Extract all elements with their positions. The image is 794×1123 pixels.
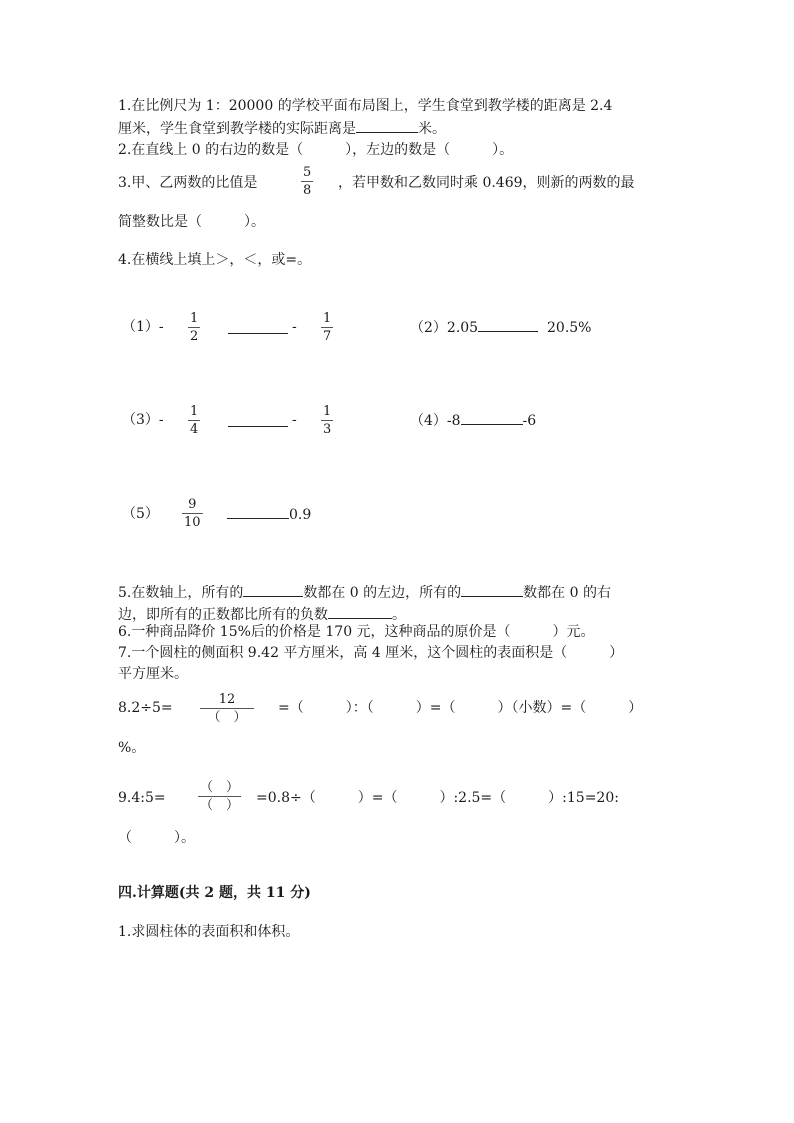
- q5-text-d: 边，即所有的正数都比所有的负数: [118, 607, 328, 623]
- q8-fraction: [200, 692, 254, 725]
- q4-p5-frac: [182, 497, 203, 530]
- q9-fraction: [198, 780, 241, 813]
- q3-fraction: [301, 165, 313, 198]
- q4-p5-answer: [227, 504, 311, 525]
- q9-rest: =0.8÷（ ）=（ ）:2.5=（ ）:15=20:: [256, 790, 619, 806]
- q4-p3-b-num: 1: [323, 404, 332, 419]
- q4-p3-b-bar: [321, 420, 333, 421]
- q1-line2-text: 厘米，学生食堂到教学楼的实际距离是: [118, 121, 356, 137]
- q8-frac-bar: [200, 708, 254, 709]
- q8-line2: %。: [118, 740, 146, 756]
- q6-text: 6.一种商品降价 15%后的价格是 170 元，这种商品的原价是（ ）元。: [118, 624, 595, 640]
- q4-p5-blank[interactable]: [227, 504, 289, 519]
- q4-p1-label: （1）-: [122, 319, 164, 335]
- q4-p1-a-num: 1: [190, 311, 199, 326]
- q2-text: 2.在直线上 0 的右边的数是（ ），左边的数是（ ）。: [118, 142, 514, 158]
- q4-p3-frac-b: [321, 404, 333, 437]
- q5-text-b: 数都在 0 的左边，所有的: [303, 585, 462, 601]
- q5-blank-2[interactable]: [461, 582, 523, 597]
- q3-suffix: ，若甲数和乙数同时乘 0.469，则新的两数的最: [338, 175, 635, 191]
- q4-p5-bar: [182, 513, 203, 514]
- q3-frac-num: 5: [303, 165, 312, 180]
- q4-p1-frac-b: [321, 311, 333, 344]
- q5-text-c: 数都在 0 的右: [523, 585, 611, 601]
- q3-frac-den: 8: [303, 183, 312, 198]
- q5-line1: [118, 582, 611, 603]
- q4-p1-a-den: 2: [190, 329, 199, 344]
- q5-text-e: 。: [392, 607, 406, 623]
- section-4-title: 四.计算题(共 2 题，共 11 分): [118, 885, 311, 901]
- q4-p4-label: （4）-8: [410, 413, 461, 429]
- q1-answer-blank[interactable]: [356, 118, 418, 133]
- q1-line1: 1.在比例尺为 1：20000 的学校平面布局图上，学生食堂到教学楼的距离是 2.4: [118, 98, 613, 114]
- q5-blank-3[interactable]: [328, 604, 392, 619]
- q9-prefix: 9.4:5=: [118, 790, 166, 806]
- q4-p3-a-bar: [188, 420, 200, 421]
- q5-text-a: 5.在数轴上，所有的: [118, 585, 244, 601]
- q4-p1-mid: -: [292, 319, 297, 335]
- q3-frac-bar: [301, 181, 313, 182]
- q8-frac-den: （ ）: [207, 710, 247, 725]
- q4-p5-num: 9: [188, 497, 197, 512]
- q4-p2: [410, 317, 591, 338]
- q4-p2-label: （2）2.05: [410, 320, 479, 336]
- q3-prefix: 3.甲、乙两数的比值是: [118, 175, 258, 191]
- q9-line2: （ ）。: [118, 830, 195, 846]
- q3-line2: 简整数比是（ ）。: [118, 214, 265, 230]
- q4-p2-right: 20.5%: [547, 320, 592, 336]
- q4-p5-den: 10: [184, 515, 201, 530]
- q8-rest: =（ ）：（ ）=（ ）（小数）=（ ）: [278, 700, 643, 716]
- q4-p1-b-num: 1: [323, 311, 332, 326]
- q4-p1-frac-a: [188, 311, 200, 344]
- q7-line2: 平方厘米。: [118, 666, 188, 682]
- q4-p3-b-den: 3: [323, 422, 332, 437]
- q4-p4: [410, 410, 536, 431]
- q5-blank-1[interactable]: [243, 582, 303, 597]
- q7-line1: 7.一个圆柱的侧面积 9.42 平方厘米，高 4 厘米，这个圆柱的表面积是（ ）: [118, 645, 624, 661]
- q8-prefix: 8.2÷5=: [118, 700, 173, 716]
- q4-p4-right: -6: [522, 413, 537, 429]
- q4-p1-b-den: 7: [323, 329, 332, 344]
- q4-p4-blank[interactable]: [461, 410, 523, 425]
- section-4-q1: 1.求圆柱体的表面积和体积。: [118, 924, 300, 940]
- q4-p2-blank[interactable]: [478, 317, 538, 332]
- q4-p5-right: 0.9: [289, 507, 312, 523]
- q4-p3-label: （3）-: [122, 412, 164, 428]
- q9-frac-bar: [198, 796, 241, 797]
- q4-p3-a-den: 4: [190, 422, 199, 437]
- q4-title: 4.在横线上填上＞，＜，或=。: [118, 252, 312, 268]
- q9-frac-den: （ ）: [200, 798, 240, 813]
- q4-p3-a-num: 1: [190, 404, 199, 419]
- q1-line2: [118, 118, 446, 139]
- q1-line2-unit: 米。: [418, 121, 446, 137]
- q4-p1-blank[interactable]: [228, 319, 288, 334]
- q4-p5-label: （5）: [122, 506, 159, 522]
- q4-p1-b-bar: [321, 327, 333, 328]
- q4-p3-frac-a: [188, 404, 200, 437]
- q4-p3-blank[interactable]: [228, 412, 288, 427]
- q8-frac-num: 12: [218, 692, 236, 707]
- q4-p3-mid: -: [292, 412, 297, 428]
- q4-p1-a-bar: [188, 327, 200, 328]
- q9-frac-num: （ ）: [200, 780, 240, 795]
